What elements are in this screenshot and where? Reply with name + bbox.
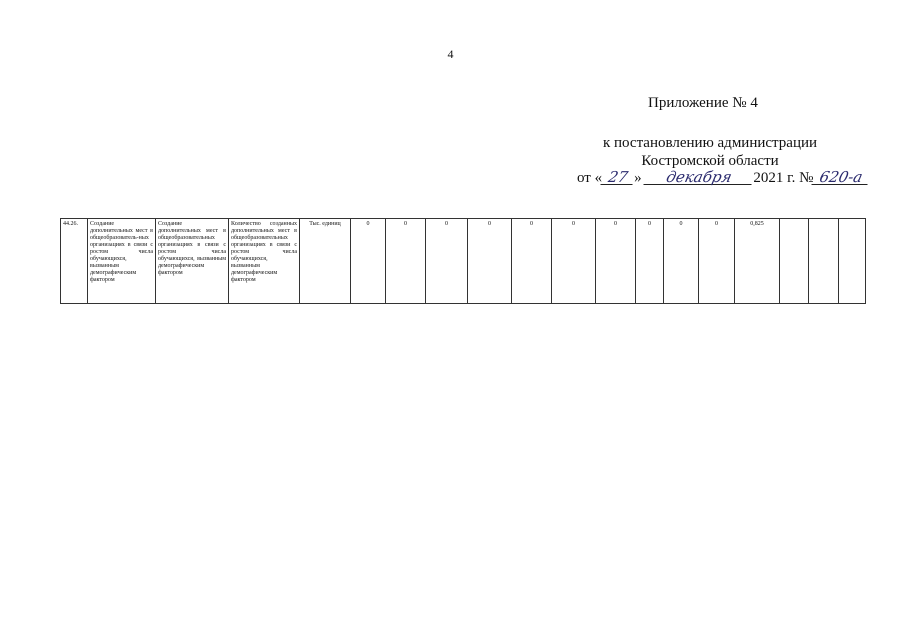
handwritten-month: декабря xyxy=(644,170,755,185)
value-cell: 0 xyxy=(386,219,426,304)
value-cell: 0 xyxy=(636,219,664,304)
row-index-cell: 44.26. xyxy=(61,219,88,304)
data-table xyxy=(60,218,866,304)
annex-title: Приложение № 4 xyxy=(648,95,758,111)
value-cell: 0 xyxy=(699,219,735,304)
resolution-line-1: к постановлению администрации xyxy=(602,135,818,151)
value-cell: 0 xyxy=(468,219,512,304)
resolution-block xyxy=(560,134,860,170)
result-cell: Создание дополнительных мест в общеобразовательных организациях в связи с ростом числа обучающихся, вызванным демографическим фактором xyxy=(156,219,229,304)
resolution-line-2: Костромской области xyxy=(641,153,779,169)
table-row xyxy=(61,219,866,304)
event-cell: Создание дополнительных мест в общеобразователь-ных организациях в связи с ростом числа обучающихся, вызванным демографическим фактором xyxy=(88,219,156,304)
handwritten-doc-number: 620-а xyxy=(812,170,871,185)
date-prefix: от « xyxy=(577,170,603,186)
indicator-cell: Количество созданных дополнительных мест в общеобразовательных организациях в связи с ростом числа обучающихся, вызванным демографическим фактором xyxy=(229,219,300,304)
date-year: 2021 г. № xyxy=(753,170,814,186)
date-mid: » xyxy=(634,170,642,186)
value-cell xyxy=(839,219,866,304)
value-cell: 0 xyxy=(512,219,552,304)
date-line xyxy=(577,170,869,187)
unit-cell: Тыс. единиц xyxy=(300,219,351,304)
value-cell: 0,825 xyxy=(735,219,780,304)
value-cell: 0 xyxy=(664,219,699,304)
value-cell: 0 xyxy=(552,219,596,304)
value-cell xyxy=(809,219,839,304)
value-cell: 0 xyxy=(351,219,386,304)
handwritten-day: 27 xyxy=(601,170,636,185)
page-number: 4 xyxy=(447,47,454,61)
value-cell: 0 xyxy=(426,219,468,304)
value-cell: 0 xyxy=(596,219,636,304)
value-cell xyxy=(780,219,809,304)
